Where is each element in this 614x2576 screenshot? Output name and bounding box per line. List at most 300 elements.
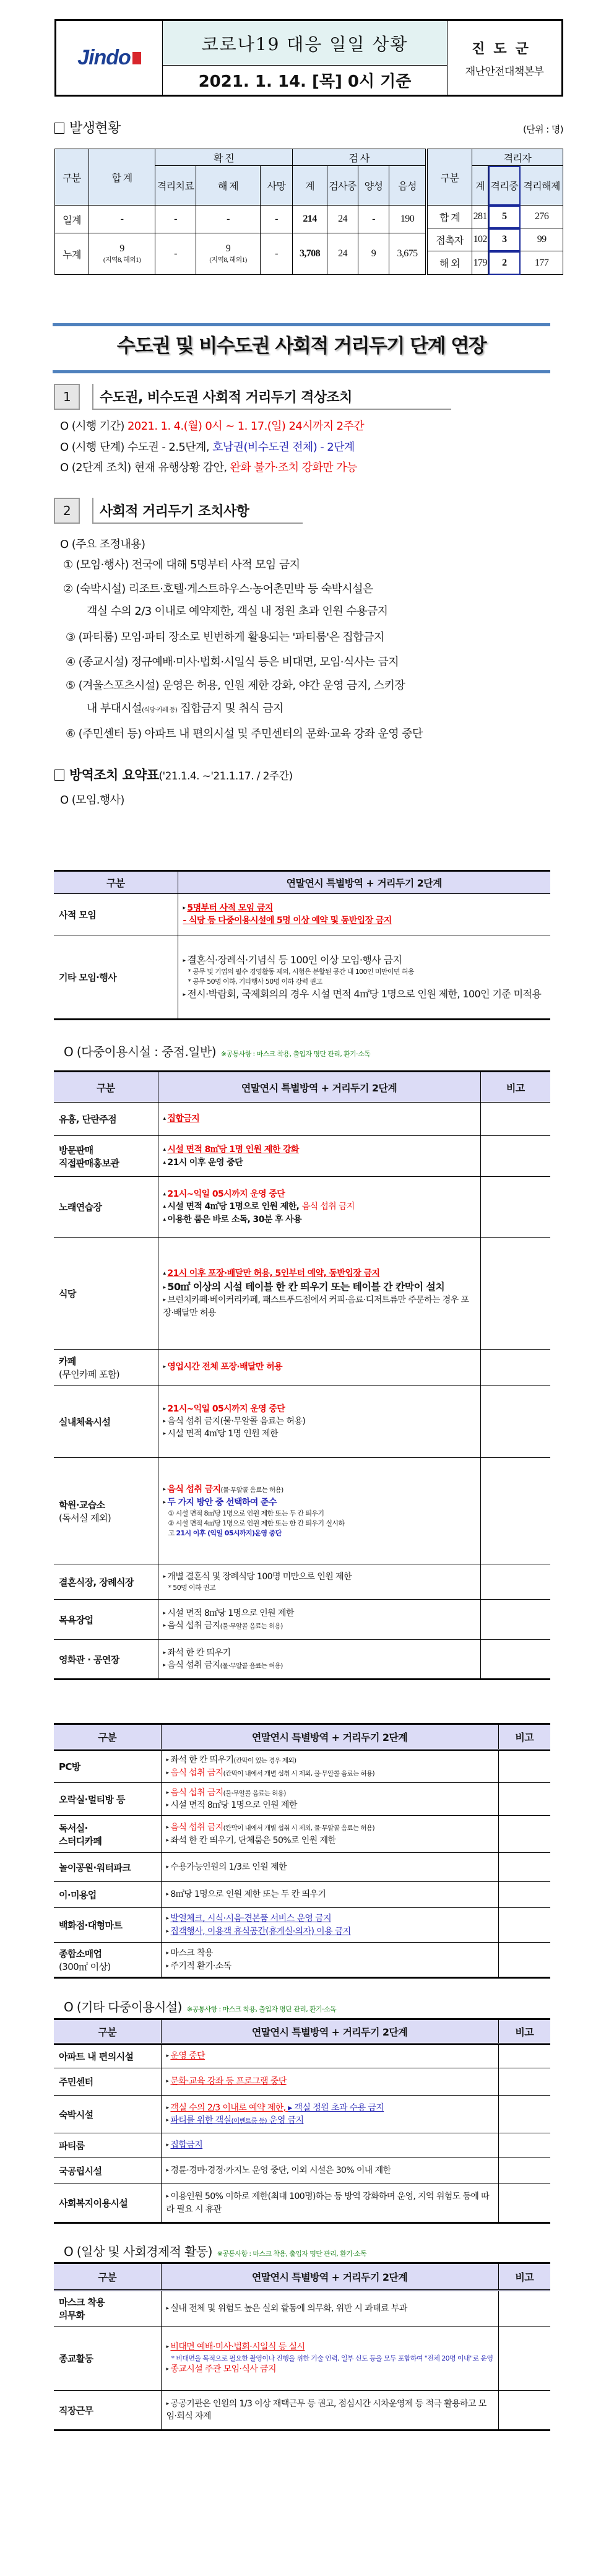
table-row	[54, 2327, 550, 2391]
table-row	[54, 2096, 550, 2133]
checkbox-icon	[54, 123, 64, 134]
th-death: 사망	[261, 166, 293, 206]
table-row	[54, 1908, 550, 1943]
row-content	[161, 1816, 498, 1853]
th-gubun: 구분	[428, 149, 472, 206]
content-text: 음식 섭취 금지	[170, 1767, 223, 1778]
row-label-line: 종교활동	[59, 2353, 93, 2364]
row-label	[54, 2184, 161, 2223]
row-content	[161, 2184, 498, 2223]
row-label-line: 실내체육시설	[59, 1416, 111, 1428]
isolation-table	[427, 149, 563, 275]
row-content	[161, 2391, 498, 2431]
column-header: 연말연시 특별방역 + 거리두기 2단계	[161, 2263, 498, 2291]
cell: 99	[521, 228, 563, 251]
bullet-icon: ▸	[163, 1418, 166, 1425]
content-text: 8㎡당 1명으로 인원 제한 또는 두 칸 띄우기	[170, 1889, 326, 1900]
cumulative-row	[55, 233, 426, 275]
table-row	[54, 1350, 550, 1386]
content-text: (물·무알콜 음료는 허용)	[223, 1789, 286, 1797]
policy-table	[54, 870, 550, 1020]
content-line	[166, 1912, 493, 1925]
content-text: 좌석 한 칸 띄우기, 단체룸은 50%로 인원 제한	[170, 1835, 336, 1845]
table-row	[54, 2133, 550, 2158]
content-line	[163, 1143, 475, 1156]
row-label-line: (무인카페 포함)	[59, 1368, 120, 1380]
row-label	[54, 1908, 161, 1943]
content-text: 운영 금지	[267, 2115, 304, 2125]
remarks-cell	[498, 2044, 550, 2068]
content-text: 운영 중단	[170, 2051, 205, 2062]
table-row	[54, 1564, 550, 1600]
section-number: 1	[54, 384, 80, 410]
content-text: 음식 섭취 금지	[170, 1787, 223, 1798]
status-section-title	[54, 118, 121, 137]
bullet-icon: ▸	[166, 2400, 169, 2407]
bullet-icon: ▸	[163, 1662, 166, 1668]
bullet-icon: ▸	[163, 1499, 166, 1506]
bullet-icon: ▸	[163, 1610, 166, 1616]
text: 완화 불가·조치 강화만 가능	[230, 461, 357, 474]
remarks-cell	[480, 1458, 550, 1564]
table-row	[54, 1853, 550, 1882]
cell: 214	[293, 206, 327, 233]
row-label-line: 결혼식장, 장례식장	[59, 1576, 134, 1588]
text: O (일상 및 사회경제적 활동)	[64, 2244, 212, 2259]
cell	[89, 233, 155, 275]
content-text: 21시 이후 (익일 05시까지)운영 중단	[176, 1529, 282, 1537]
row-label-line: 마스크 착용	[59, 2297, 105, 2308]
row-label	[54, 1103, 158, 1136]
content-text: 5명부터 사적 모임 금지	[187, 903, 273, 913]
content-text: 시설 면적 8㎡당 1명으로 인원 제한	[167, 1608, 294, 1618]
table-row	[54, 2391, 550, 2431]
row-label	[54, 1882, 161, 1908]
subsection-label	[64, 1997, 336, 2015]
row-label-line: 백화점·대형마트	[59, 1920, 123, 1931]
status-table	[54, 149, 426, 275]
content-text: 마스크 착용	[170, 1948, 213, 1959]
remarks-cell	[498, 1943, 550, 1978]
content-text: * 비대면을 목적으로 필요한 촬영이나 진행을 위한 기술 인력, 일부 신도 등을 모두 포함하여 "전체 20명 이내"로 운영	[171, 2354, 493, 2362]
main-title: 수도권 및 비수도권 사회적 거리두기 단계 연장	[116, 335, 486, 357]
section-title: 사회적 거리두기 조치사항	[92, 498, 303, 524]
content-text: (이벤트룸 등)	[231, 2117, 267, 2125]
sec2-intro: O (주요 조정내용)	[60, 538, 145, 551]
text: O (다중이용시설 : 중점.일반)	[64, 1044, 216, 1059]
column-header: 구분	[54, 871, 178, 894]
content-text: 고	[168, 1529, 176, 1537]
remarks-cell	[498, 2184, 550, 2223]
cell: 177	[521, 251, 563, 275]
sec2-item: ④ (종교시설) 정규예배·미사·법회·시일식 등은 비대면, 모임·식사는 금지	[66, 656, 399, 669]
content-line	[163, 1112, 475, 1125]
row-content	[158, 1600, 480, 1640]
bullet-icon: ▸	[183, 957, 186, 964]
column-header: 구분	[54, 1724, 161, 1750]
cell: -	[196, 206, 261, 233]
content-text: (물·무알콜 음료는 허용)	[220, 1486, 283, 1494]
cell: 접촉자	[428, 228, 472, 251]
report-title: 코로나19 대응 일일 상황	[163, 21, 447, 66]
cell: 3,708	[293, 233, 327, 275]
content-line	[163, 1483, 475, 1496]
bullet-icon: ▸	[166, 2167, 169, 2174]
th-total: 합 계	[89, 149, 155, 206]
content-line	[166, 1888, 493, 1901]
row-content	[158, 1564, 480, 1600]
column-header: 비고	[498, 1724, 550, 1750]
bullet-icon: ▸	[166, 1802, 169, 1808]
bullet-icon: ▴	[163, 1116, 166, 1122]
row-content	[161, 2327, 498, 2391]
content-text: (칸막이 내에서 개별 섭취 시 제외, 물·무알콜 음료는 허용)	[223, 1769, 374, 1777]
bullet-icon: ▸	[163, 1405, 166, 1412]
table-row	[54, 1640, 550, 1680]
content-text: 음식 섭취 금지	[167, 1660, 220, 1670]
content-text: 21시 이후 포장·배달만 허용, 5인부터 예약, 동반입장 금지	[167, 1268, 380, 1278]
content-text: 발열체크, 시식·시음·견본품 서비스 운영 금지	[170, 1914, 332, 1924]
content-text: 파티를 위한 객실	[170, 2115, 231, 2125]
row-label-line: 학원·교습소	[59, 1499, 105, 1511]
row-content	[161, 1750, 498, 1783]
row-label-line: 국공립시설	[59, 2165, 102, 2177]
row-content	[161, 1783, 498, 1816]
text: ('21.1.4. ~'21.1.17. / 2주간)	[158, 770, 293, 783]
table-row	[54, 935, 550, 1020]
remarks-cell	[480, 1103, 550, 1136]
th-release: 해 제	[196, 166, 261, 206]
bullet-icon: ▸	[166, 1915, 169, 1922]
column-header: 연말연시 특별방역 + 거리두기 2단계	[161, 2019, 498, 2044]
content-line	[166, 2363, 493, 2375]
note: (지역8, 해외1)	[209, 256, 247, 264]
bullet-icon: ▸	[163, 1431, 166, 1438]
cell: 9	[358, 233, 389, 275]
row-label-line: 아파트 내 편의시설	[59, 2051, 134, 2062]
th-confirmed: 확 진	[155, 149, 293, 166]
status-title-text: 발생현황	[69, 121, 121, 136]
cell: 2	[488, 251, 521, 275]
unit-label: (단위 : 명)	[523, 124, 563, 135]
row-content	[178, 935, 550, 1020]
row-label-line: PC방	[59, 1761, 80, 1772]
bullet-icon: ▸	[163, 1486, 166, 1493]
content-text: (칸막이 내에서 개별 섭취 시 제외, 물·무알콜 음료는 허용)	[223, 1824, 374, 1832]
row-label	[54, 1136, 158, 1177]
content-text: ② 시설 면적 4㎡당 1명으로 인원 제한 또는 한 칸 띄우기 실시하	[168, 1519, 345, 1527]
row-label	[54, 2044, 161, 2068]
cell: -	[155, 233, 196, 275]
cell: -	[261, 233, 293, 275]
bullet-icon: ▴	[163, 1216, 166, 1223]
summary-heading	[54, 765, 293, 784]
table-row	[54, 1600, 550, 1640]
column-header: 비고	[498, 2019, 550, 2044]
iso-row	[428, 206, 563, 228]
cell: 24	[327, 233, 358, 275]
row-label-line: 사적 모임	[59, 909, 97, 921]
content-line	[163, 1267, 475, 1280]
content-line	[163, 1415, 475, 1428]
th-treat: 격리치료	[155, 166, 196, 206]
common-note: ※공통사항 : 마스크 착용, 출입자 명단 관리, 환기·소독	[220, 1050, 371, 1058]
content-text: 집합금지	[170, 2140, 203, 2150]
row-content	[158, 1136, 480, 1177]
th-iso-now: 격리중	[488, 166, 521, 206]
content-line	[166, 2164, 493, 2177]
content-text: (물·무알콜 음료는 허용)	[220, 1623, 283, 1630]
table-row	[54, 1238, 550, 1350]
content-text: 문화·교육 강좌 등 프로그램 중단	[170, 2076, 287, 2087]
content-line	[163, 1647, 475, 1659]
content-text: 시설 면적 8㎡당 1명으로 인원 제한	[170, 1800, 297, 1810]
content-line	[183, 967, 546, 977]
remarks-cell	[498, 2158, 550, 2184]
bullet-icon: ▸	[166, 2117, 169, 2123]
content-text: 21시 이후 운영 중단	[167, 1157, 243, 1168]
cell	[196, 233, 261, 275]
content-text: * 공무 50명 이하, 기타행사 50명 이하 강력 권고	[188, 978, 322, 986]
content-line	[163, 1200, 475, 1213]
sec1-line	[60, 438, 355, 454]
content-text: 주기적 환기·소독	[170, 1961, 231, 1971]
cell: 누계	[55, 233, 89, 275]
row-content	[161, 2068, 498, 2096]
table-row	[54, 2044, 550, 2068]
row-label	[54, 1564, 158, 1600]
th-isolated: 격리자	[472, 149, 563, 166]
section-1-heading	[54, 384, 451, 410]
row-label-line: 방문판매	[59, 1144, 93, 1156]
remarks-cell	[498, 1816, 550, 1853]
bullet-icon: ▸	[163, 1297, 166, 1304]
content-line	[166, 1861, 493, 1873]
content-text: 집객행사, 이용객 휴식공간(휴게실·의자) 이용 금지	[170, 1926, 351, 1936]
bullet-icon: ▸	[163, 1623, 166, 1629]
bullet-icon: ▸	[163, 1573, 166, 1580]
bullet-icon: ▸	[166, 2053, 169, 2060]
content-line	[166, 1754, 493, 1766]
content-line	[166, 1925, 493, 1938]
content-text: 두 가지 방안 중 선택하여 준수	[167, 1497, 277, 1507]
content-text: 음식 섭취 금지	[170, 1823, 223, 1833]
section-title: 수도권, 비수도권 사회적 거리두기 격상조치	[92, 384, 451, 410]
content-line	[183, 977, 546, 987]
table-header-row	[54, 1724, 550, 1750]
table-row	[54, 894, 550, 935]
note: (지역8, 해외1)	[103, 256, 141, 264]
bullet-icon: ▴	[163, 1147, 166, 1153]
content-text: 음식 섭취 금지	[167, 1621, 220, 1631]
section-2-heading	[54, 498, 303, 524]
row-content	[161, 1908, 498, 1943]
cell: -	[89, 206, 155, 233]
logo-text: Jindo	[77, 46, 131, 69]
policy-table	[54, 2018, 550, 2224]
org-dept: 재난안전대책본부	[465, 65, 544, 78]
th-iso-release: 격리해제	[521, 166, 563, 206]
content-line	[163, 1156, 475, 1169]
bullet-icon: ▸	[166, 1863, 169, 1870]
remarks-cell	[480, 1177, 550, 1238]
row-label	[54, 2391, 161, 2431]
jindo-logo	[56, 21, 163, 95]
report-date: 2021. 1. 14. [목] 0시 기준	[198, 72, 412, 91]
row-label-line: 직장근무	[59, 2405, 93, 2416]
row-label	[54, 2158, 161, 2184]
row-label-line: 목욕장업	[59, 1614, 93, 1626]
content-line	[163, 1188, 475, 1200]
content-text: - 식당 등 다중이용시설에 5명 이상 예약 및 동반입장 금지	[183, 916, 392, 926]
text: O (시행 기간)	[60, 420, 128, 433]
content-text: 집합금지	[167, 1114, 200, 1124]
table-row	[54, 1943, 550, 1978]
content-text: 종교시설 주관 모임·식사 금지	[170, 2364, 276, 2375]
table-row	[54, 1816, 550, 1853]
iso-row	[428, 228, 563, 251]
remarks-cell	[498, 2096, 550, 2133]
bullet-icon: ▸	[163, 1364, 166, 1371]
bullet-icon: ▸	[166, 1928, 169, 1935]
row-label	[54, 1458, 158, 1564]
row-label	[54, 1640, 158, 1680]
text: O (2단계 조치) 현재 유행상황 감안,	[60, 461, 230, 474]
row-label-line: 직접판매홍보관	[59, 1157, 119, 1169]
row-label-line: 의무화	[59, 2310, 85, 2321]
remarks-cell	[498, 2327, 550, 2391]
content-text: 실내 전체 및 위험도 높은 실외 활동에 의무화, 위반 시 과태료 부과	[170, 2303, 407, 2314]
table-header-row	[54, 2263, 550, 2291]
subsection-label	[64, 2242, 366, 2260]
content-line	[163, 1583, 475, 1593]
row-label-line: 숙박시설	[59, 2109, 93, 2120]
column-header: 구분	[54, 1072, 158, 1103]
text: 집합금지 및 취식 금지	[177, 702, 283, 715]
content-line	[183, 987, 546, 1001]
bullet-icon: ▸	[166, 1824, 169, 1831]
table-row	[54, 1386, 550, 1458]
content-text: 비대면 예배·미사·법회·시일식 등 실시	[170, 2342, 305, 2353]
content-line	[163, 1213, 475, 1226]
content-line	[166, 1834, 493, 1847]
th-gubun: 구분	[55, 149, 89, 206]
content-line	[163, 1361, 475, 1373]
row-label	[54, 1350, 158, 1386]
content-line	[166, 2139, 493, 2151]
content-line	[183, 914, 546, 927]
sec2-item: 객실 수의 2/3 이내로 예약제한, 객실 내 정원 초과 인원 수용금지	[87, 605, 388, 618]
cell: 3,675	[389, 233, 426, 275]
content-text: 음식 섭취 금지	[167, 1485, 221, 1495]
sec2-item	[87, 700, 283, 716]
cell: 5	[488, 206, 521, 228]
row-content	[158, 1386, 480, 1458]
row-label-line: 놀이공원·워터파크	[59, 1862, 131, 1873]
remarks-cell	[480, 1136, 550, 1177]
divider	[53, 370, 550, 373]
row-content	[161, 1943, 498, 1978]
cell: 179	[472, 251, 488, 275]
row-label-line: 식당	[59, 1288, 76, 1299]
row-content	[178, 894, 550, 935]
row-content	[158, 1458, 480, 1564]
content-line	[166, 1787, 493, 1799]
row-label-line: 파티룸	[59, 2140, 85, 2151]
policy-table	[54, 2262, 550, 2431]
row-content	[161, 2291, 498, 2327]
bullet-icon: ▸	[166, 1950, 169, 1957]
content-text: 21시~익일 05시까지 운영 중단	[167, 1189, 285, 1200]
table-row	[54, 2184, 550, 2223]
row-label-line: 독서실·	[59, 1822, 88, 1834]
row-label	[54, 1853, 161, 1882]
th-test-total: 계	[293, 166, 327, 206]
content-text: 이용인원 50% 이하로 제한(최대 100명)하는 등 방역 강화하며 운영, 지역 위험도 등에 따라 필요 시 휴관	[166, 2192, 490, 2214]
policy-table	[54, 1723, 550, 1979]
row-label-line: 유흥, 단란주점	[59, 1114, 117, 1125]
row-label-line: (300㎡ 이상)	[59, 1961, 111, 1972]
bullet-icon: ▴	[163, 1203, 166, 1210]
cell: 276	[521, 206, 563, 228]
th-positive: 양성	[358, 166, 389, 206]
bullet-icon: ▸	[166, 1891, 169, 1898]
content-line	[163, 1529, 475, 1538]
row-content	[158, 1350, 480, 1386]
policy-table	[54, 1070, 550, 1680]
row-label	[54, 935, 178, 1020]
content-line	[166, 1799, 493, 1811]
daily-row	[55, 206, 426, 233]
column-header: 비고	[480, 1072, 550, 1103]
cell: 합 계	[428, 206, 472, 228]
row-label-line: 스터디카페	[59, 1835, 102, 1847]
content-text: 결혼식·장례식·기념식 등 100인 이상 모임·행사 금지	[187, 953, 402, 966]
cell: 해 외	[428, 251, 472, 275]
content-line	[163, 1280, 475, 1294]
content-line	[166, 2102, 493, 2114]
table-row	[54, 1783, 550, 1816]
bullet-icon: ▸	[166, 2366, 169, 2373]
bullet-icon: ▸	[166, 2078, 169, 2085]
table-header-row	[54, 1072, 550, 1103]
content-text: 영업시간 전체 포장·배달만 허용	[167, 1362, 282, 1373]
bullet-icon: ▸	[166, 1837, 169, 1844]
row-content	[161, 2096, 498, 2133]
common-note: ※공통사항 : 마스크 착용, 출입자 명단 관리, 환기·소독	[186, 2005, 337, 2013]
content-line	[183, 953, 546, 967]
content-text: 시설 면적 8㎡당 1명 인원 제한 강화	[167, 1145, 299, 1155]
content-text: 21시~익일 05시까지 운영 중단	[167, 1403, 285, 1414]
content-line	[163, 1659, 475, 1672]
row-content	[158, 1238, 480, 1350]
content-text: 시설 면적 4㎡당 1명 인원 제한	[167, 1429, 278, 1439]
content-line	[163, 1496, 475, 1509]
remarks-cell	[480, 1564, 550, 1600]
remarks-cell	[498, 1853, 550, 1882]
remarks-cell	[480, 1600, 550, 1640]
subsection-label	[64, 1042, 370, 1060]
table-row	[54, 1458, 550, 1564]
column-header: 연말연시 특별방역 + 거리두기 2단계	[158, 1072, 480, 1103]
content-line	[163, 1607, 475, 1620]
bullet-icon: ▴	[163, 1191, 166, 1198]
row-content	[158, 1103, 480, 1136]
column-header: 구분	[54, 2263, 161, 2291]
table-row	[54, 1882, 550, 1908]
text: O (시행 단계) 수도권 - 2.5단계,	[60, 441, 213, 454]
content-line	[166, 2075, 493, 2088]
